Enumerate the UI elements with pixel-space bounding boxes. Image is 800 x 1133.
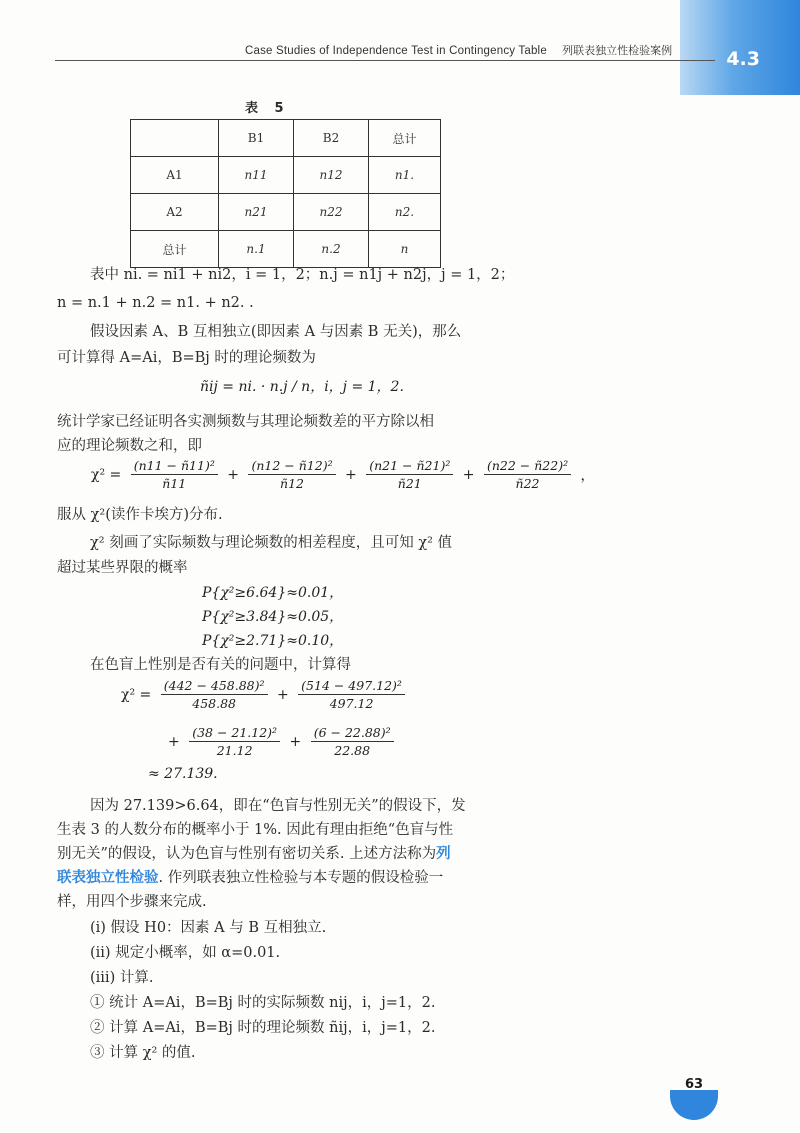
sub-step-item: ② 计算 A=Ai，B=Bj 时的理论频数 ñij，i，j=1，2. [90,1020,436,1036]
text-line: n = n.1 + n.2 = n1. + n2. . [57,295,254,311]
table-caption: 表 5 [245,101,290,116]
page-number: 63 [684,1077,704,1092]
header-title-en: Case Studies of Independence Test in Contingency Table [245,45,547,57]
formula-chi-square-general [88,458,598,491]
step-item: (ⅲ) 计算. [90,970,154,986]
table-cell: n21 [219,194,294,231]
fraction-numerator: (6 − 22.88)² [311,725,394,742]
running-header [245,42,707,58]
term-highlight: 联表独立性检验 [57,869,159,886]
step-item: (ⅱ) 规定小概率，如 α=0.01. [90,945,281,961]
fraction-numerator: (n12 − ñ12)² [248,458,335,475]
fraction-numerator: (442 − 458.88)² [161,678,268,695]
fraction-denominator: ñ22 [515,476,540,491]
probability-line: P{χ²≥2.71}≈0.10， [202,633,344,649]
paragraph-line: 统计学家已经证明各实测频数与其理论频数差的平方除以相 [57,414,434,430]
plus-sign: + [276,686,289,703]
table-header-cell: B1 [219,120,294,157]
paragraph-line: 假设因素 A、B 互相独立(即因素 A 与因素 B 无关)，那么 [90,324,462,340]
paragraph-line: χ² 刻画了实际频数与理论频数的相差程度，且可知 χ² 值 [90,535,453,551]
paragraph-line: 生表 3 的人数分布的概率小于 1%. 因此有理由拒绝“色盲与性 [57,822,454,838]
probability-line: P{χ²≥3.84}≈0.05， [202,609,344,625]
table-cell: n1. [369,157,441,194]
plus-sign: + [462,466,475,483]
table-header-cell: B2 [294,120,369,157]
formula-lhs: χ² = [121,686,152,703]
formula-expected-frequency: ñij = ni. · n.j / n，i，j = 1，2. [200,379,404,395]
table-cell: n.1 [219,231,294,268]
table-cell: A2 [131,194,219,231]
formula-lhs: χ² = [91,466,122,483]
fraction-denominator: ñ12 [280,476,305,491]
table-row [131,231,441,268]
paragraph-line [57,868,717,888]
table-cell: n [369,231,441,268]
table-header-row [131,120,441,157]
section-number: 4.3 [726,48,760,70]
table-cell: n11 [219,157,294,194]
fraction-denominator: 22.88 [334,743,371,758]
fraction-numerator: (n21 − ñ21)² [366,458,453,475]
fraction [366,458,453,491]
paragraph-line: 服从 χ²(读作卡埃方)分布. [57,507,223,523]
formula-tail: ， [580,467,595,484]
header-divider [55,60,715,61]
term-highlight: 列 [436,845,451,862]
table-cell: A1 [131,157,219,194]
paragraph-line: 在色盲上性别是否有关的问题中，计算得 [90,657,351,673]
plus-sign: + [345,466,357,483]
paragraph-line: 应的理论频数之和，即 [57,438,202,454]
fraction-denominator: ñ11 [162,476,187,491]
text-line: 表中 ni. = ni1 + ni2，i = 1，2；n.j = n1j + n2j，j = 1，2； [90,267,515,283]
fraction [189,725,280,758]
sub-step-item: ③ 计算 χ² 的值. [90,1045,196,1061]
fraction [131,458,218,491]
fraction-denominator: 458.88 [192,696,236,711]
fraction-numerator: (38 − 21.12)² [189,725,280,742]
table-header-cell [131,120,219,157]
paragraph-line: 因为 27.139>6.64，即在“色盲与性别无关”的假设下，发 [90,798,466,814]
table-cell: n.2 [294,231,369,268]
fraction-denominator: ñ21 [397,476,422,491]
table-row [131,157,441,194]
sub-step-item: ① 统计 A=Ai，B=Bj 时的实际频数 nij，i，j=1，2. [90,995,436,1011]
fraction-denominator: 21.12 [216,743,253,758]
page-number-tab [670,1090,718,1120]
plus-sign: + [289,733,302,750]
paragraph-line: 超过某些界限的概率 [57,560,188,576]
table-cell: n22 [294,194,369,231]
fraction-numerator: (514 − 497.12)² [298,678,405,695]
table-header-cell: 总计 [369,120,441,157]
fraction-numerator: (n11 − ñ11)² [131,458,218,475]
formula-chi-square-numeric-1 [118,678,407,711]
formula-result: ≈ 27.139. [148,766,218,782]
plus-sign: + [227,466,240,483]
paragraph-line [57,844,717,864]
fraction [161,678,268,711]
paragraph-text: 别无关”的假设，认为色盲与性别有密切关系. 上述方法称为 [57,846,437,862]
fraction-numerator: (n22 − ñ22)² [484,458,571,475]
formula-chi-square-numeric-2 [165,725,396,758]
table-cell: n12 [294,157,369,194]
paragraph-line: 可计算得 A=Ai，B=Bj 时的理论频数为 [57,350,316,366]
paragraph-line: 样，用四个步骤来完成. [57,894,207,910]
fraction-denominator: 497.12 [329,696,374,711]
table-row [131,194,441,231]
fraction [248,458,335,491]
fraction [298,678,405,711]
step-item: (ⅰ) 假设 H0：因素 A 与 B 互相独立. [90,920,327,936]
table-cell: 总计 [131,231,219,268]
fraction [311,725,394,758]
probability-line: P{χ²≥6.64}≈0.01， [202,585,344,601]
table-cell: n2. [369,194,441,231]
paragraph-text: . 作列联表独立性检验与本专题的假设检验一 [158,870,444,886]
plus-sign: + [168,733,180,750]
fraction [484,458,571,491]
contingency-table [130,119,441,268]
header-title-zh: 列联表独立性检验案例 [562,44,673,57]
